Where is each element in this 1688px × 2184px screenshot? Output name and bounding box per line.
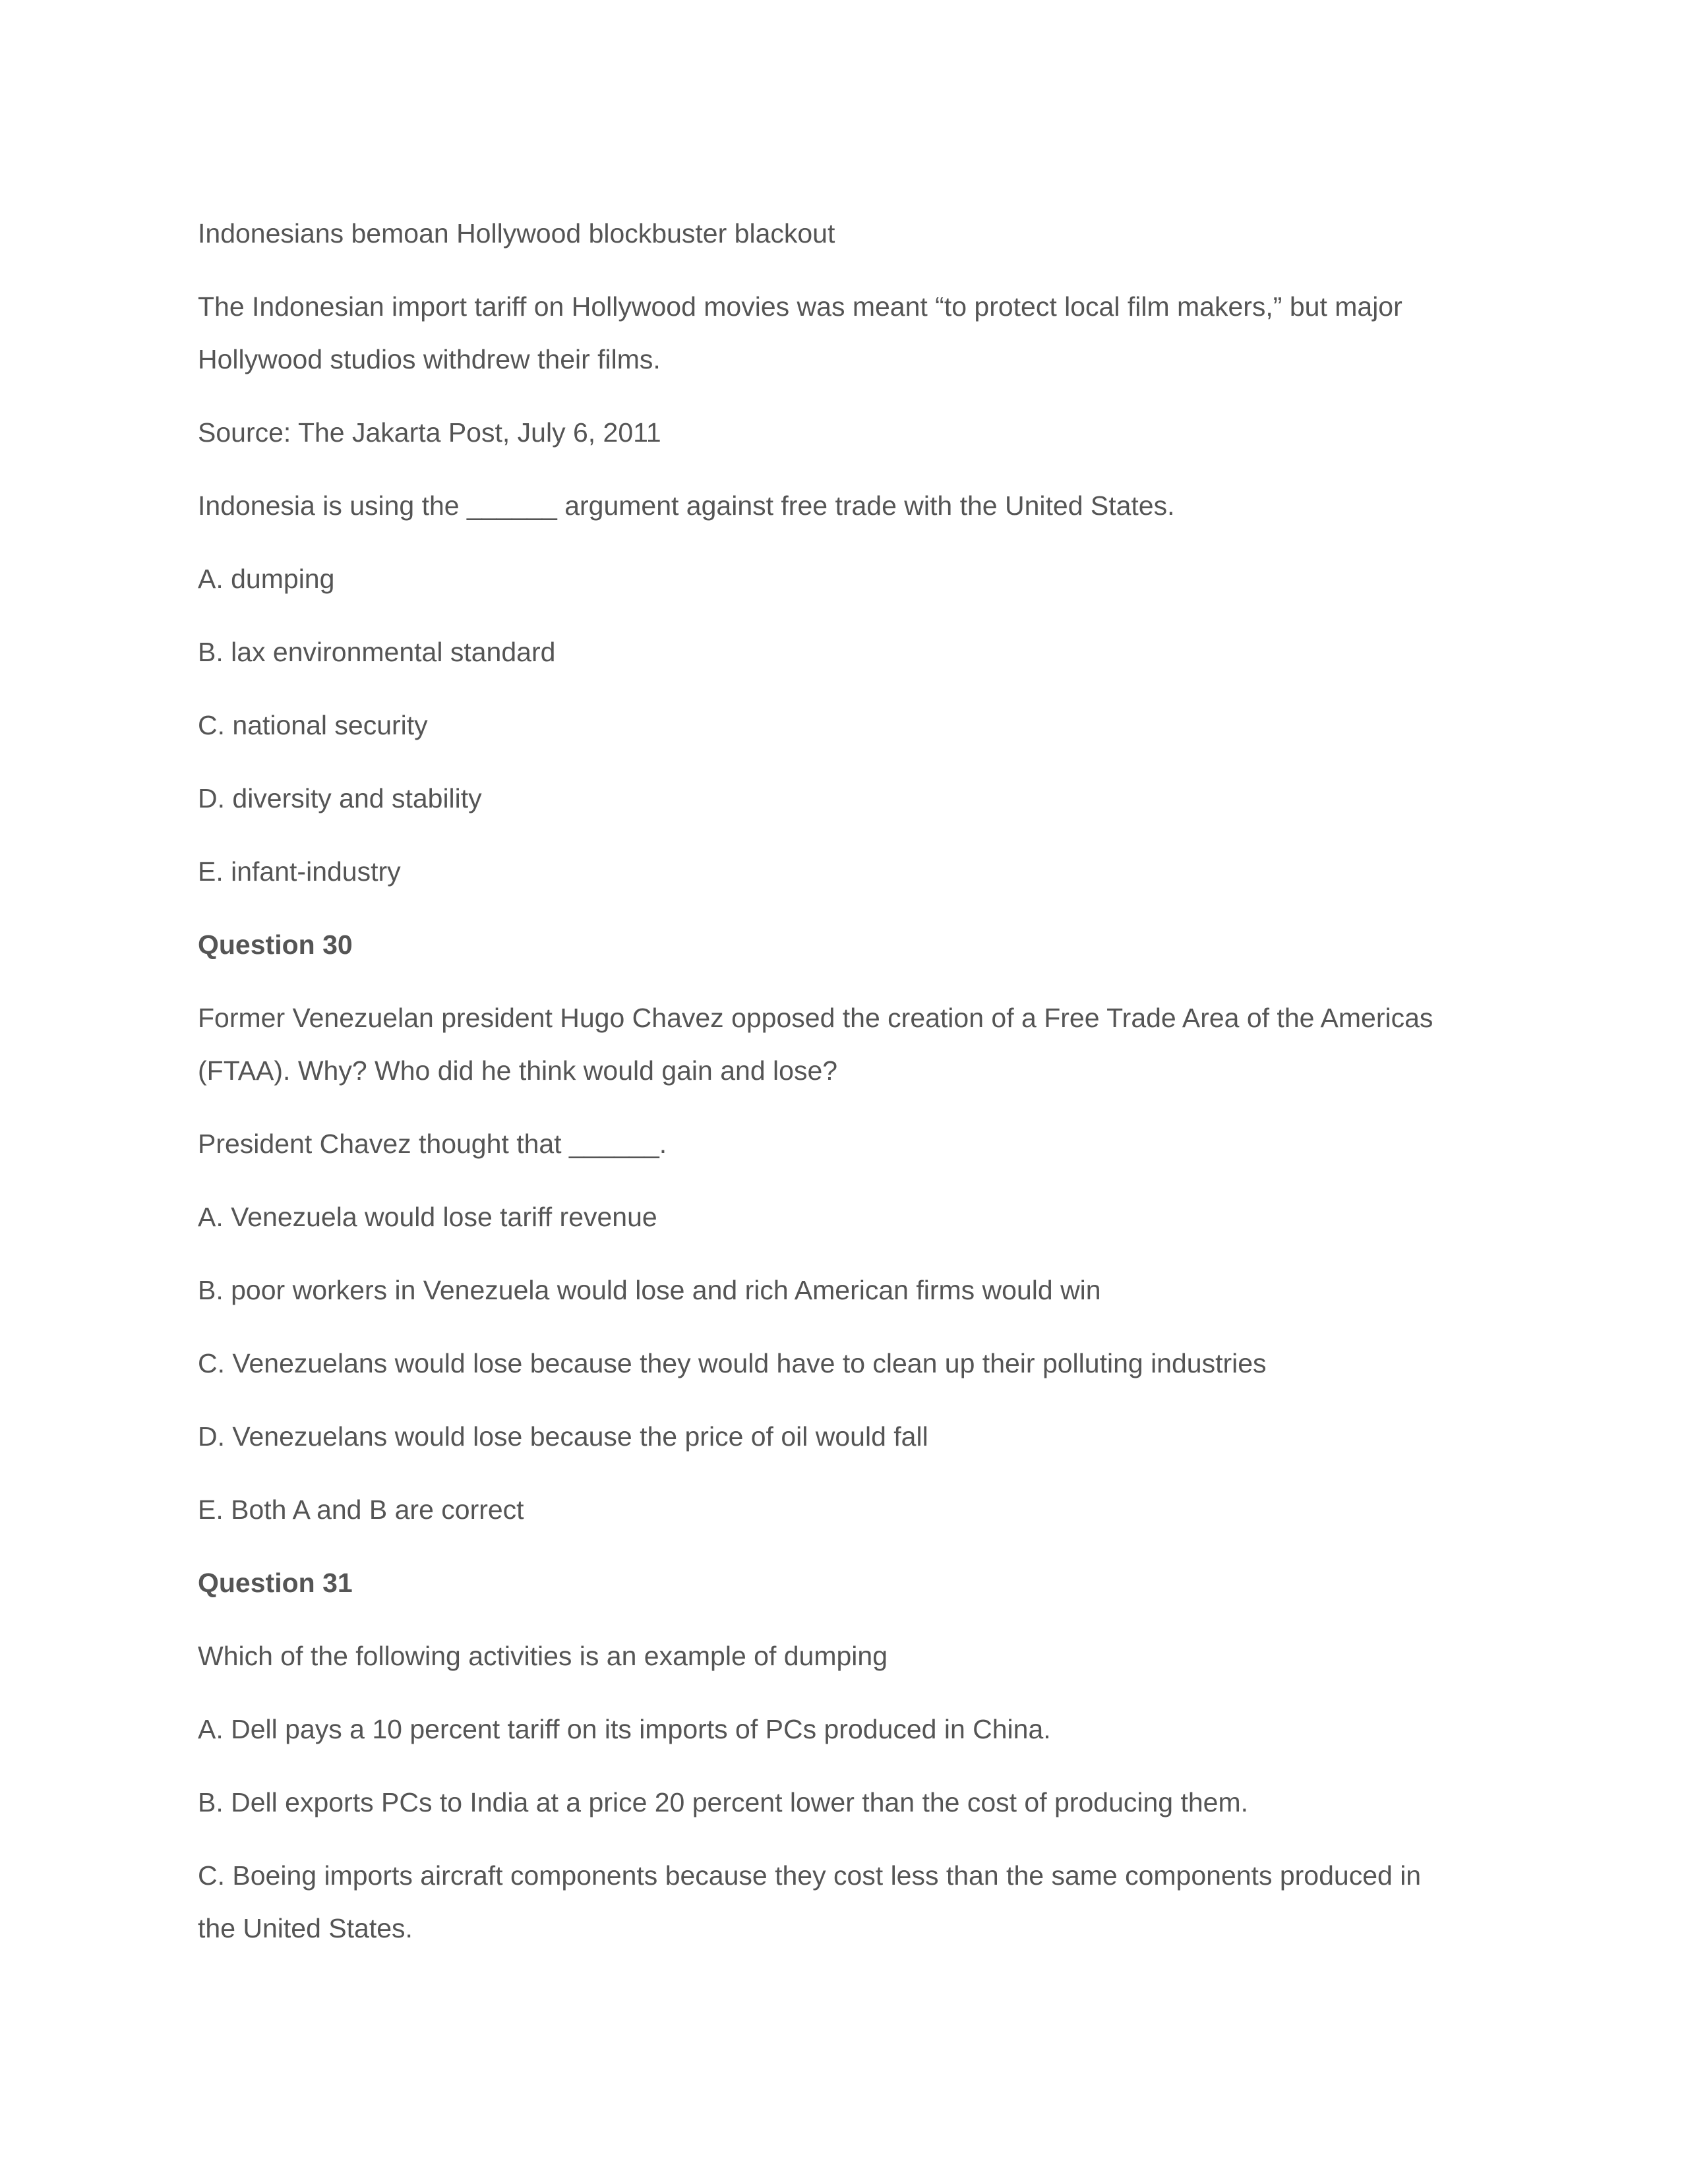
q30-option-d: D. Venezuelans would lose because the price of oil would fall (198, 1421, 928, 1452)
q30-heading: Question 30 (198, 930, 353, 960)
q30-stem: President Chavez thought that ______. (198, 1129, 667, 1159)
q29-option-c: C. national security (198, 710, 428, 740)
article-source: Source: The Jakarta Post, July 6, 2011 (198, 417, 661, 448)
article-headline: Indonesians bemoan Hollywood blockbuster blackout (198, 218, 835, 249)
q29-stem: Indonesia is using the ______ argument against free trade with the United States. (198, 490, 1175, 521)
article-body-line-1: The Indonesian import tariff on Hollywood movies was meant “to protect local film makers,” but major (198, 291, 1402, 322)
q29-option-a: A. dumping (198, 564, 335, 594)
q30-option-a: A. Venezuela would lose tariff revenue (198, 1202, 657, 1232)
article-body-line-2: Hollywood studios withdrew their films. (198, 344, 661, 374)
q31-option-c-line-1: C. Boeing imports aircraft components because they cost less than the same components produced in (198, 1860, 1422, 1891)
q31-stem: Which of the following activities is an example of dumping (198, 1641, 888, 1671)
q31-option-a: A. Dell pays a 10 percent tariff on its imports of PCs produced in China. (198, 1714, 1051, 1744)
q29-option-b: B. lax environmental standard (198, 637, 556, 667)
q31-option-b: B. Dell exports PCs to India at a price 20 percent lower than the cost of producing them. (198, 1787, 1249, 1817)
q30-prompt-line-1: Former Venezuelan president Hugo Chavez opposed the creation of a Free Trade Area of the Americas (198, 1003, 1433, 1033)
q29-option-e: E. infant-industry (198, 856, 401, 887)
q29-option-d: D. diversity and stability (198, 783, 482, 813)
q30-option-b: B. poor workers in Venezuela would lose and rich American firms would win (198, 1275, 1101, 1305)
q31-heading: Question 31 (198, 1568, 353, 1598)
q30-prompt-line-2: (FTAA). Why? Who did he think would gain and lose? (198, 1055, 838, 1086)
q30-option-c: C. Venezuelans would lose because they would have to clean up their polluting industries (198, 1348, 1267, 1378)
q31-option-c-line-2: the United States. (198, 1913, 413, 1943)
q30-option-e: E. Both A and B are correct (198, 1494, 524, 1525)
